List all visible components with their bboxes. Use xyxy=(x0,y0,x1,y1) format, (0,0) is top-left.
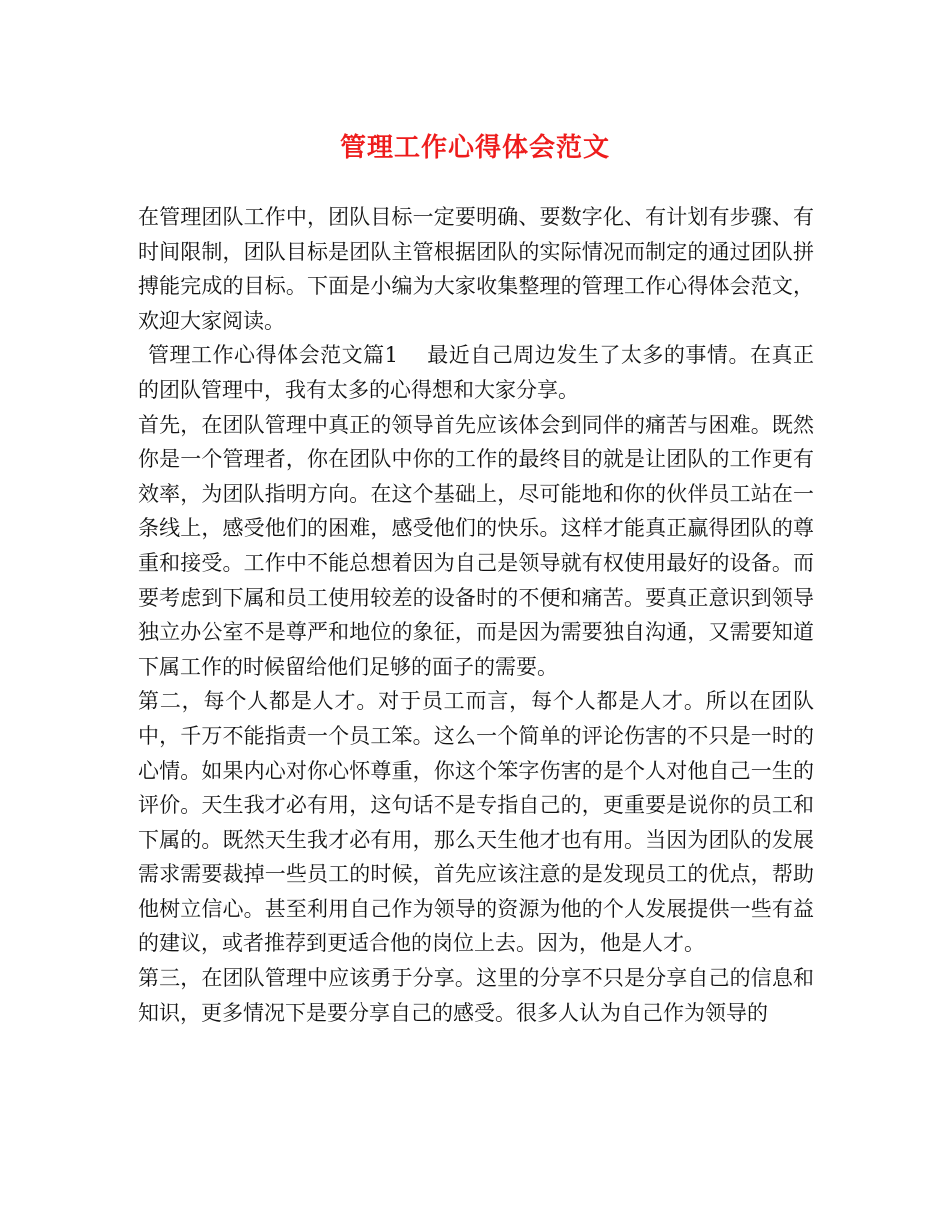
paragraph-article-1-opening: 管理工作心得体会范文篇1 最近自己周边发生了太多的事情。在真正的团队管理中，我有太多的心得想和大家分享。 xyxy=(138,343,814,402)
document-body xyxy=(138,200,814,1030)
document-title: 管理工作心得体会范文 xyxy=(339,133,610,163)
paragraph-first-point: 首先，在团队管理中真正的领导首先应该体会到同伴的痛苦与困难。既然你是一个管理者，你在团队中你的工作的最终目的就是让团队的工作更有效率，为团队指明方向。在这个基础上，尽可能地和你的伙伴员工站在一条线上，感受他们的困难，感受他们的快乐。这样才能真正赢得团队的尊重和接受。工作中不能总想着因为自己是领导就有权使用最好的设备。而要考虑到下属和员工使用较差的设备时的不便和痛苦。要真正意识到领导独立办公室不是尊严和地位的象征，而是因为需要独自沟通，又需要知道下属工作的时候留给他们足够的面子的需要。 xyxy=(138,412,814,679)
paragraph-intro: 在管理团队工作中，团队目标一定要明确、要数字化、有计划有步骤、有时间限制，团队目标是团队主管根据团队的实际情况而制定的通过团队拼搏能完成的目标。下面是小编为大家收集整理的管理工作心得体会范文，欢迎大家阅读。 xyxy=(138,205,814,333)
paragraph-third-point: 第三，在团队管理中应该勇于分享。这里的分享不只是分享自己的信息和知识，更多情况下是要分享自己的感受。很多人认为自己作为领导的 xyxy=(138,966,814,1025)
paragraph-second-point: 第二，每个人都是人才。对于员工而言，每个人都是人才。所以在团队中，千万不能指责一个员工笨。这么一个简单的评论伤害的不只是一时的心情。如果内心对你心怀尊重，你这个笨字伤害的是个人对他自己一生的评价。天生我才必有用，这句话不是专指自己的，更重要是说你的员工和下属的。既然天生我才必有用，那么天生他才也有用。当因为团队的发展需求需要裁掉一些员工的时候，首先应该注意的是发现员工的优点，帮助他树立信心。甚至利用自己作为领导的资源为他的个人发展提供一些有益的建议，或者推荐到更适合他的岗位上去。因为，他是人才。 xyxy=(138,689,814,956)
